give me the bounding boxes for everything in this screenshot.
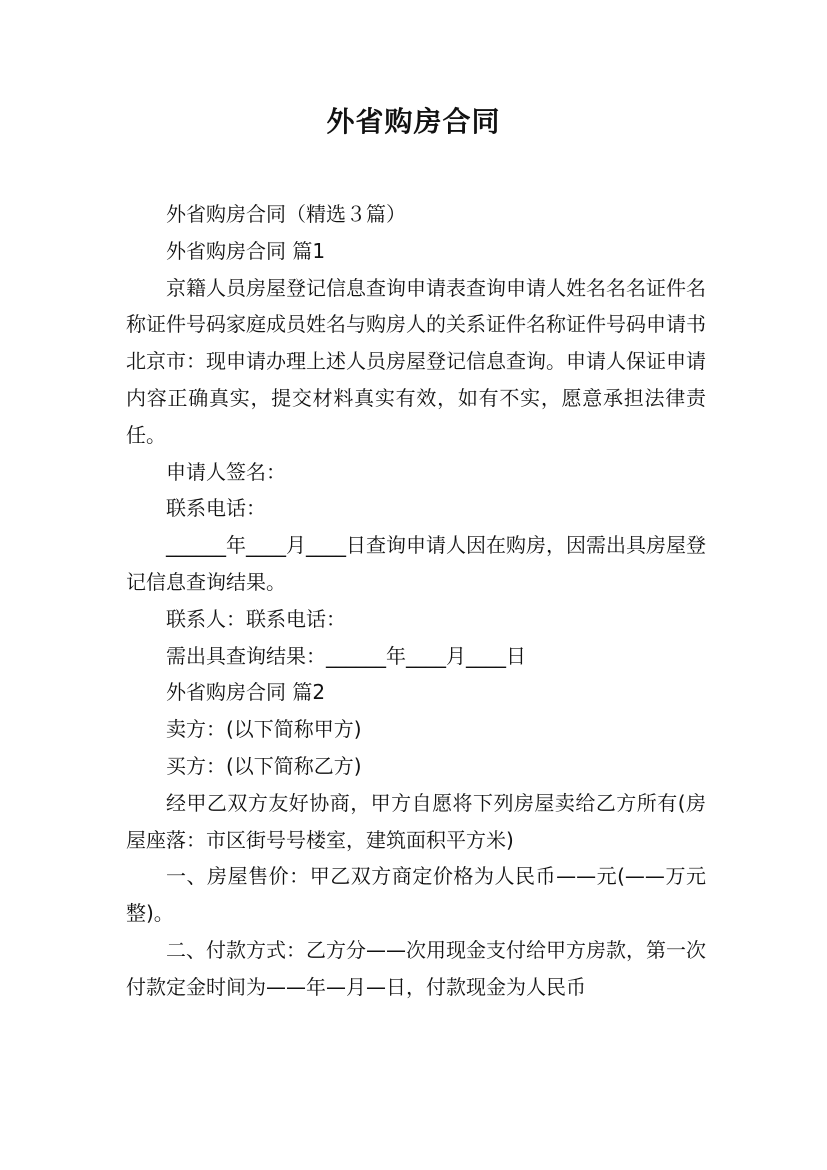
paragraph-contact-person: 联系人：联系电话：: [166, 606, 346, 631]
document-body: [126, 196, 706, 1006]
paragraph-price-clause: 一、房屋售价：甲乙双方商定价格为人民币——元(——万元整)。: [126, 864, 706, 926]
paragraph-contact-phone: 联系电话：: [166, 496, 266, 521]
paragraph-selection-heading: 外省购房合同（精选３篇）: [166, 202, 406, 226]
paragraph-application-text: 京籍人员房屋登记信息查询申请表查询申请人姓名名名证件名称证件号码家庭成员姓名与购房人的关系证件名称证件号码申请书北京市：现申请办理上述人员房屋登记信息查询。申请人保证申请内容正确真实，提交材料真实有效，如有不实，愿意承担法律责任。: [126, 275, 706, 447]
paragraph-buyer: 买方：(以下简称乙方): [166, 753, 362, 778]
paragraph-agreement: 经甲乙双方友好协商，甲方自愿将下列房屋卖给乙方所有(房屋座落：市区街号号楼室，建筑面积平方米): [126, 790, 706, 852]
paragraph-query-date: ______年____月____日查询申请人因在购房，因需出具房屋登记信息查询结果。: [126, 533, 706, 594]
paragraph-payment-clause: 二、付款方式：乙方分——次用现金支付给甲方房款，第一次付款定金时间为——年—月—日，付款现金为人民币: [126, 937, 706, 999]
paragraph-article-2-heading: 外省购房合同 篇2: [166, 680, 326, 705]
paragraph-seller: 卖方：(以下简称甲方): [166, 717, 362, 742]
paragraph-applicant-signature: 申请人签名：: [166, 459, 286, 484]
document-title: 外省购房合同: [326, 105, 501, 138]
paragraph-article-1-heading: 外省购房合同 篇1: [166, 238, 326, 263]
paragraph-result-date: 需出具查询结果：______年____月____日: [166, 643, 526, 668]
